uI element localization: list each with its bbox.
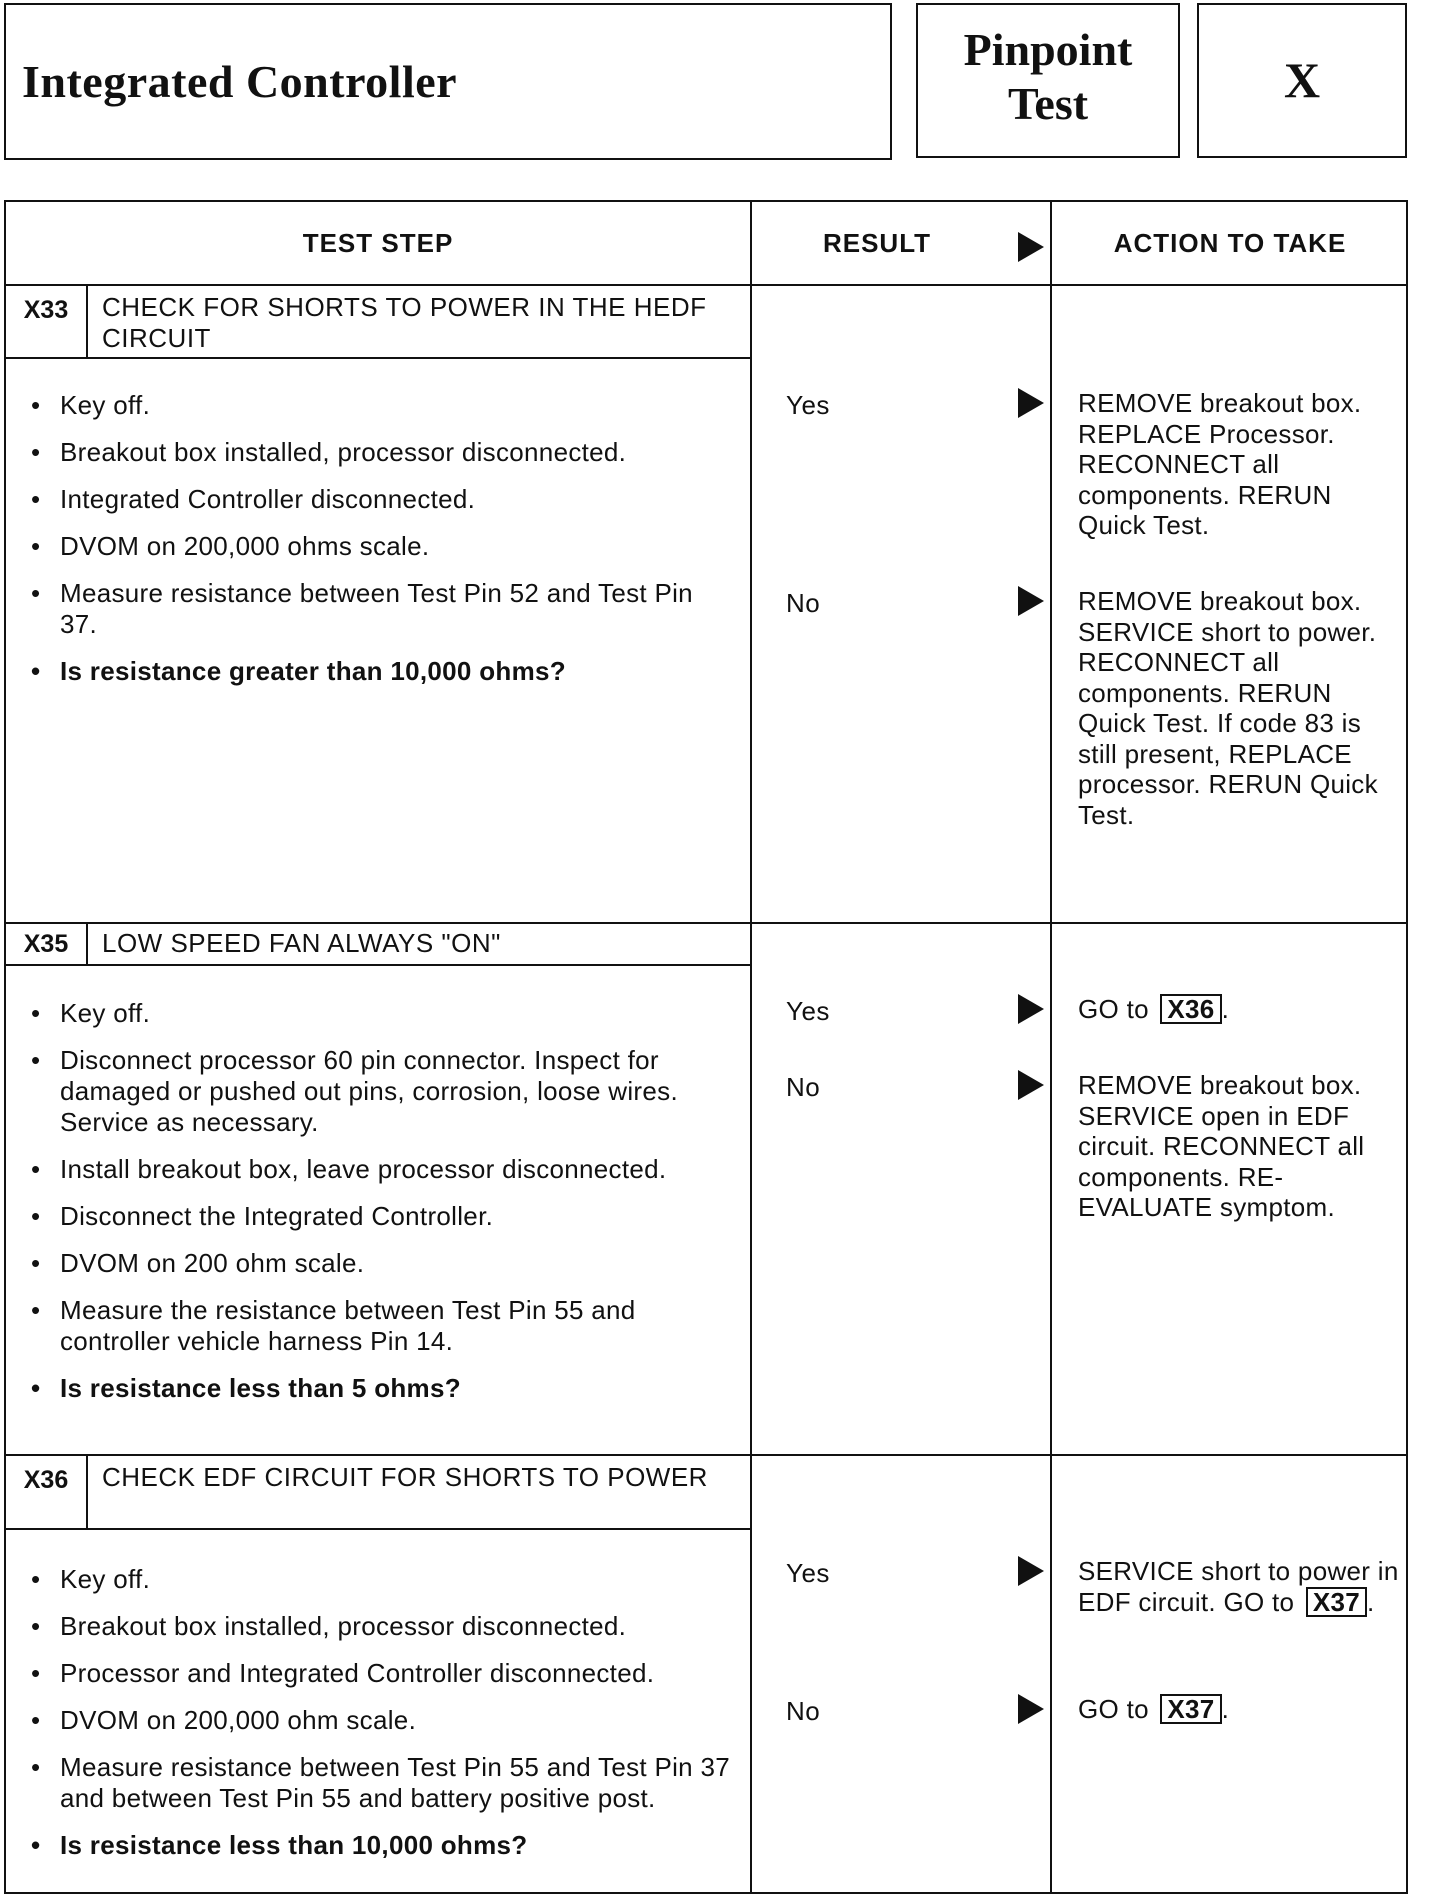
step-code: X33 [6, 286, 88, 357]
step-reference-link[interactable]: X37 [1306, 1587, 1367, 1617]
section-letter-box [1197, 3, 1407, 158]
step-x36-instructions [6, 1564, 746, 1861]
column-divider-action [1050, 202, 1052, 1892]
result-yes: Yes [786, 1558, 830, 1588]
list-item: • DVOM on 200 ohm scale. [6, 1248, 746, 1279]
list-item: • Processor and Integrated Controller disconnected. [6, 1658, 746, 1689]
step-reference-link[interactable]: X37 [1160, 1694, 1221, 1724]
column-divider-result [750, 202, 752, 1892]
result-yes: Yes [786, 390, 830, 420]
action-text: REMOVE breakout box. SERVICE open in EDF circuit. RECONNECT all components. RE-EVALUATE symptom. [1078, 1070, 1365, 1222]
list-item: • Key off. [6, 1564, 746, 1595]
section-letter: X [1283, 52, 1321, 108]
list-item: • Integrated Controller disconnected. [6, 484, 746, 515]
list-item: • Key off. [6, 390, 746, 421]
list-item: • Measure the resistance between Test Pin 55 and controller vehicle harness Pin 14. [6, 1295, 746, 1357]
list-item: • Install breakout box, leave processor disconnected. [6, 1154, 746, 1185]
list-item: • DVOM on 200,000 ohm scale. [6, 1705, 746, 1736]
pinpoint-label: Pinpoint [963, 24, 1133, 75]
test-label: Test [1007, 78, 1089, 129]
document-title: Integrated Controller [22, 56, 458, 107]
action-text: GO to [1078, 1694, 1149, 1724]
action-go-to [1078, 994, 1400, 1025]
list-item: • Key off. [6, 998, 746, 1029]
action-tail: . [1221, 1694, 1230, 1724]
step-question: • Is resistance less than 5 ohms? [6, 1373, 746, 1404]
pinpoint-test-box [916, 3, 1180, 158]
list-item: • Breakout box installed, processor disconnected. [6, 1611, 746, 1642]
step-title-text: CHECK EDF CIRCUIT FOR SHORTS TO POWER [102, 1462, 708, 1492]
pinpoint-test-label [918, 23, 1178, 131]
list-item: • Measure resistance between Test Pin 52 and Test Pin 37. [6, 578, 746, 640]
action-go-to [1078, 1694, 1400, 1725]
step-reference-link[interactable]: X36 [1160, 994, 1221, 1024]
list-item: • Breakout box installed, processor disconnected. [6, 437, 746, 468]
action-text: SERVICE short to power in EDF circuit. GO to [1078, 1556, 1399, 1617]
list-item: • Disconnect processor 60 pin connector. Inspect for damaged or pushed out pins, corrosion, loose wires. Service as necessary. [6, 1045, 746, 1138]
action-text: GO to [1078, 994, 1149, 1024]
step-code: X35 [6, 924, 88, 964]
step-question: • Is resistance greater than 10,000 ohms? [6, 656, 746, 687]
arrow-right-icon [1018, 586, 1044, 616]
step-code: X36 [6, 1456, 88, 1528]
action-text: REMOVE breakout box. REPLACE Processor. RECONNECT all components. RERUN Quick Test. [1078, 388, 1362, 540]
result-no: No [786, 588, 821, 618]
result-arrow-icon [1018, 232, 1044, 262]
step-title-text: LOW SPEED FAN ALWAYS "ON" [102, 928, 501, 958]
arrow-right-icon [1018, 994, 1044, 1024]
title-box [4, 3, 892, 160]
column-header-test-step: TEST STEP [302, 227, 454, 258]
arrow-right-icon [1018, 1070, 1044, 1100]
step-title-text: CHECK FOR SHORTS TO POWER IN THE HEDF CIRCUIT [102, 292, 707, 353]
action-text: REMOVE breakout box. SERVICE short to power. RECONNECT all components. RERUN Quick Test. If code 83 is still present, REPLACE processor. RERUN Quick Test. [1078, 586, 1378, 830]
list-item: • DVOM on 200,000 ohms scale. [6, 531, 746, 562]
pinpoint-test-table [4, 200, 1408, 1894]
step-title-x35 [6, 924, 750, 966]
column-header-action: ACTION TO TAKE [1113, 227, 1347, 258]
step-title-x33 [6, 286, 750, 359]
step-title-x36 [6, 1456, 750, 1530]
arrow-right-icon [1018, 388, 1044, 418]
result-yes: Yes [786, 996, 830, 1026]
result-no: No [786, 1696, 821, 1726]
column-header-result: RESULT [822, 227, 932, 258]
step-x33-instructions [6, 390, 746, 687]
arrow-right-icon [1018, 1556, 1044, 1586]
list-item: • Measure resistance between Test Pin 55 and Test Pin 37 and between Test Pin 55 and battery positive post. [6, 1752, 746, 1814]
action-go-to [1078, 1556, 1400, 1617]
step-question: • Is resistance less than 10,000 ohms? [6, 1830, 746, 1861]
result-no: No [786, 1072, 821, 1102]
arrow-right-icon [1018, 1694, 1044, 1724]
action-tail: . [1221, 994, 1230, 1024]
list-item: • Disconnect the Integrated Controller. [6, 1201, 746, 1232]
action-tail: . [1367, 1586, 1375, 1617]
step-x35-instructions [6, 998, 746, 1404]
